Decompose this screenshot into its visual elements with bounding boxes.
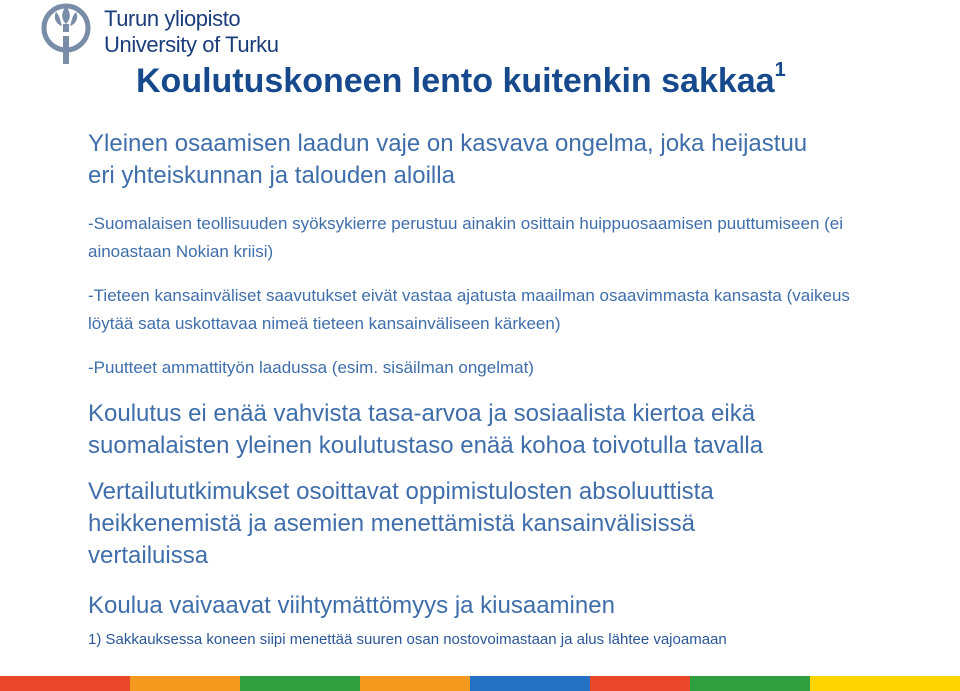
strip-segment-blue — [470, 676, 590, 691]
point-4: -Puutteet ammattityön laadussa (esim. sisäilman ongelmat) — [88, 358, 534, 377]
strip-segment-green — [240, 676, 360, 691]
strip-segment-orange — [130, 676, 240, 691]
footnote: 1) Sakkauksessa koneen siipi menettää suuren osan nostovoimastaan ja alus lähtee vajoamaan — [88, 631, 727, 648]
color-strip — [0, 676, 960, 691]
logo-wordmark — [104, 6, 279, 58]
logo-line-english: University of Turku — [104, 32, 279, 57]
slide-content — [88, 128, 948, 650]
university-logo — [38, 2, 279, 66]
point-5: Koulutus ei enää vahvista tasa-arvoa ja sosiaalista kiertoa eikä suomalaisten yleinen koulutustaso enää kohoa toivotulla tavalla — [88, 400, 764, 459]
slide-title-text: Koulutuskoneen lento kuitenkin sakkaa — [136, 62, 775, 100]
strip-segment-red-2 — [590, 676, 690, 691]
strip-segment-orange-2 — [360, 676, 470, 691]
point-7: Koulua vaivaavat viihtymättömyys ja kiusaaminen — [88, 592, 615, 619]
strip-segment-red — [0, 676, 130, 691]
point-2: -Suomalaisen teollisuuden syöksykierre perustuu ainakin osittain huippuosaamisen puuttumiseen (ei ainoastaan Nokian kriisi) — [88, 214, 844, 261]
torch-emblem-icon — [38, 2, 94, 66]
strip-segment-yellow — [810, 676, 960, 691]
title-footnote-marker: 1 — [774, 58, 786, 81]
point-1: Yleinen osaamisen laadun vaje on kasvava ongelma, joka heijastuu eri yhteiskunnan ja talouden aloilla — [88, 130, 808, 189]
point-3: -Tieteen kansainväliset saavutukset eivät vastaa ajatusta maailman osaavimmasta kansasta (vaikeus löytää sata uskottavaa nimeä tieteen kansainväliseen kärkeen) — [88, 286, 850, 333]
strip-segment-green-2 — [690, 676, 810, 691]
point-6: Vertailututkimukset osoittavat oppimistulosten absoluuttista heikkenemistä ja asemien menettämistä kansainvälisissä vertailuissa — [88, 478, 714, 569]
logo-line-finnish: Turun yliopisto — [104, 6, 241, 31]
slide-title — [136, 58, 786, 101]
